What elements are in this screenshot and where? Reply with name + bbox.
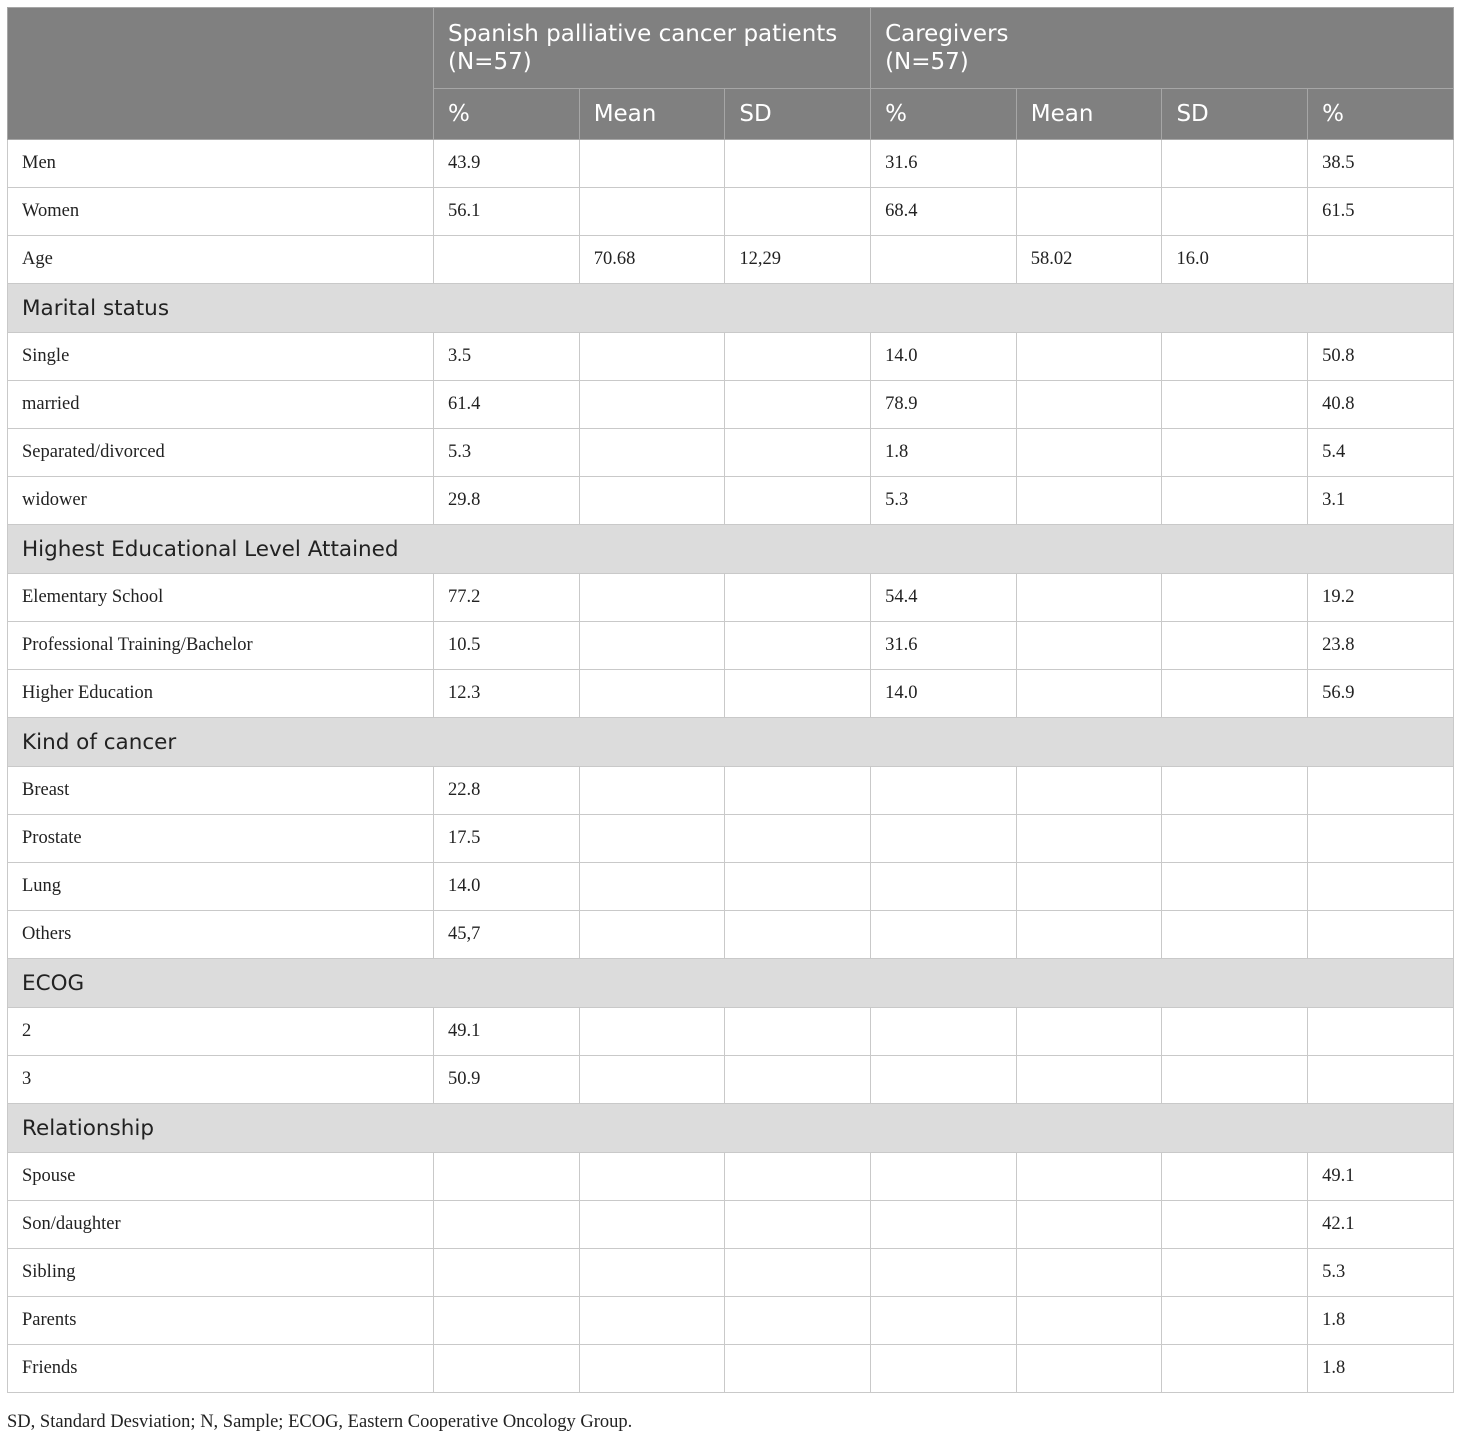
table-cell	[1016, 1201, 1162, 1249]
row-label: Prostate	[8, 815, 434, 863]
subheader-cell: SD	[725, 89, 871, 140]
table-cell	[725, 622, 871, 670]
table-cell	[1016, 622, 1162, 670]
table-cell	[725, 1008, 871, 1056]
section-label: Kind of cancer	[8, 718, 1454, 767]
table-cell	[1162, 1056, 1308, 1104]
table-body	[8, 140, 1454, 1393]
table-cell: 40.8	[1308, 381, 1454, 429]
table-cell: 5.4	[1308, 429, 1454, 477]
table-cell: 58.02	[1016, 236, 1162, 284]
table-cell: 77.2	[434, 574, 580, 622]
table-cell: 54.4	[871, 574, 1017, 622]
table-cell	[1162, 911, 1308, 959]
table-cell	[1308, 911, 1454, 959]
table-cell	[1162, 477, 1308, 525]
row-label: Elementary School	[8, 574, 434, 622]
table-cell: 56.1	[434, 188, 580, 236]
subheader-cell: %	[1308, 89, 1454, 140]
section-label: Highest Educational Level Attained	[8, 525, 1454, 574]
row-label: Others	[8, 911, 434, 959]
table-cell	[871, 236, 1017, 284]
table-cell: 5.3	[434, 429, 580, 477]
table-row	[8, 574, 1454, 622]
table-cell	[725, 863, 871, 911]
table-cell	[1162, 1201, 1308, 1249]
table-cell	[725, 1056, 871, 1104]
table-row	[8, 429, 1454, 477]
table-cell: 68.4	[871, 188, 1017, 236]
table-cell: 70.68	[579, 236, 725, 284]
table-row	[8, 1056, 1454, 1104]
row-label: Sibling	[8, 1249, 434, 1297]
table-cell: 22.8	[434, 767, 580, 815]
row-label: Men	[8, 140, 434, 188]
row-label: Women	[8, 188, 434, 236]
table-cell	[1162, 1008, 1308, 1056]
table-cell: 49.1	[434, 1008, 580, 1056]
table-cell	[1016, 1345, 1162, 1393]
table-cell: 3.5	[434, 333, 580, 381]
table-cell	[1162, 188, 1308, 236]
table-cell	[871, 1249, 1017, 1297]
table-cell: 31.6	[871, 622, 1017, 670]
table-cell	[1162, 670, 1308, 718]
table-cell: 14.0	[871, 333, 1017, 381]
table-cell: 14.0	[871, 670, 1017, 718]
table-cell: 31.6	[871, 140, 1017, 188]
table-cell	[1162, 1345, 1308, 1393]
section-row	[8, 1104, 1454, 1153]
table-cell	[1016, 1056, 1162, 1104]
table-cell: 19.2	[1308, 574, 1454, 622]
table-cell	[579, 767, 725, 815]
table-cell	[1308, 1056, 1454, 1104]
table-cell: 43.9	[434, 140, 580, 188]
table-cell	[725, 140, 871, 188]
table-cell	[725, 670, 871, 718]
table-cell	[725, 767, 871, 815]
table-row	[8, 1153, 1454, 1201]
table-row	[8, 815, 1454, 863]
table-cell: 49.1	[1308, 1153, 1454, 1201]
table-cell	[725, 1345, 871, 1393]
table-row	[8, 622, 1454, 670]
table-row	[8, 381, 1454, 429]
subheader-cell: Mean	[1016, 89, 1162, 140]
table-cell: 50.8	[1308, 333, 1454, 381]
table-cell: 1.8	[871, 429, 1017, 477]
table-cell	[1016, 1249, 1162, 1297]
table-cell: 23.8	[1308, 622, 1454, 670]
table-cell: 17.5	[434, 815, 580, 863]
table-cell: 3.1	[1308, 477, 1454, 525]
row-label: 2	[8, 1008, 434, 1056]
table-cell	[1016, 188, 1162, 236]
group-header-empty	[8, 8, 434, 140]
table-cell: 1.8	[1308, 1345, 1454, 1393]
table-cell	[1162, 333, 1308, 381]
table-cell: 78.9	[871, 381, 1017, 429]
table-cell	[1162, 140, 1308, 188]
table-cell	[1308, 815, 1454, 863]
table-cell	[1308, 767, 1454, 815]
table-cell	[579, 1008, 725, 1056]
table-cell	[1308, 863, 1454, 911]
table-cell: 56.9	[1308, 670, 1454, 718]
table-cell	[871, 1008, 1017, 1056]
demographics-table	[7, 7, 1454, 1393]
table-cell	[579, 140, 725, 188]
table-cell	[871, 1201, 1017, 1249]
section-row	[8, 718, 1454, 767]
table-row	[8, 863, 1454, 911]
table-cell	[579, 381, 725, 429]
table-cell	[579, 1153, 725, 1201]
table-cell: 45,7	[434, 911, 580, 959]
table-cell	[1016, 815, 1162, 863]
section-label: Marital status	[8, 284, 1454, 333]
table-cell: 38.5	[1308, 140, 1454, 188]
table-cell	[579, 333, 725, 381]
table-cell: 14.0	[434, 863, 580, 911]
row-label: married	[8, 381, 434, 429]
table-container	[7, 7, 1453, 1393]
table-cell	[1162, 574, 1308, 622]
row-label: Son/daughter	[8, 1201, 434, 1249]
table-cell	[434, 1297, 580, 1345]
row-label: Friends	[8, 1345, 434, 1393]
table-cell	[725, 333, 871, 381]
table-cell	[579, 1345, 725, 1393]
row-label: Lung	[8, 863, 434, 911]
subheader-cell: %	[871, 89, 1017, 140]
section-label: ECOG	[8, 959, 1454, 1008]
row-label: 3	[8, 1056, 434, 1104]
table-cell: 29.8	[434, 477, 580, 525]
footnote: SD, Standard Desviation; N, Sample; ECOG, Eastern Cooperative Oncology Group.	[7, 1412, 633, 1432]
table-cell	[1016, 767, 1162, 815]
table-row	[8, 188, 1454, 236]
table-row	[8, 477, 1454, 525]
table-row	[8, 1297, 1454, 1345]
table-cell	[1016, 477, 1162, 525]
subheader-cell: %	[434, 89, 580, 140]
table-cell	[434, 236, 580, 284]
table-cell	[1016, 574, 1162, 622]
table-cell	[725, 1297, 871, 1345]
table-cell	[725, 911, 871, 959]
table-cell	[579, 574, 725, 622]
table-cell	[579, 1201, 725, 1249]
subheader-cell: SD	[1162, 89, 1308, 140]
group-header-caregivers: Caregivers (N=57)	[871, 8, 1454, 89]
section-row	[8, 525, 1454, 574]
table-row	[8, 333, 1454, 381]
table-cell	[434, 1249, 580, 1297]
table-cell	[579, 622, 725, 670]
table-cell: 42.1	[1308, 1201, 1454, 1249]
row-label: Age	[8, 236, 434, 284]
table-cell	[1162, 1153, 1308, 1201]
row-label: Breast	[8, 767, 434, 815]
table-row	[8, 236, 1454, 284]
table-cell	[871, 767, 1017, 815]
table-cell	[434, 1201, 580, 1249]
table-cell	[1016, 381, 1162, 429]
table-cell	[1016, 333, 1162, 381]
table-cell	[1308, 236, 1454, 284]
table-cell	[871, 1153, 1017, 1201]
table-cell	[434, 1345, 580, 1393]
table-cell	[725, 1249, 871, 1297]
table-cell	[579, 911, 725, 959]
table-row	[8, 1249, 1454, 1297]
table-cell	[1162, 1297, 1308, 1345]
row-label: Single	[8, 333, 434, 381]
table-cell	[871, 1297, 1017, 1345]
row-label: Parents	[8, 1297, 434, 1345]
table-cell	[1162, 767, 1308, 815]
table-cell	[579, 815, 725, 863]
table-cell: 12.3	[434, 670, 580, 718]
table-cell	[579, 477, 725, 525]
table-cell	[1162, 381, 1308, 429]
section-row	[8, 284, 1454, 333]
table-cell	[579, 188, 725, 236]
table-cell	[1016, 1153, 1162, 1201]
table-cell	[725, 381, 871, 429]
table-cell	[871, 1345, 1017, 1393]
subheader-cell: Mean	[579, 89, 725, 140]
table-row	[8, 767, 1454, 815]
row-label: Separated/divorced	[8, 429, 434, 477]
table-cell: 5.3	[871, 477, 1017, 525]
table-cell	[725, 815, 871, 863]
row-label: Professional Training/Bachelor	[8, 622, 434, 670]
table-row	[8, 1345, 1454, 1393]
table-cell	[1162, 622, 1308, 670]
table-cell	[1162, 429, 1308, 477]
table-cell	[1162, 863, 1308, 911]
section-label: Relationship	[8, 1104, 1454, 1153]
table-cell: 10.5	[434, 622, 580, 670]
row-label: Higher Education	[8, 670, 434, 718]
table-cell	[725, 1201, 871, 1249]
row-label: widower	[8, 477, 434, 525]
table-cell	[1162, 1249, 1308, 1297]
table-cell	[871, 1056, 1017, 1104]
table-cell	[1016, 863, 1162, 911]
table-row	[8, 911, 1454, 959]
table-cell	[1016, 429, 1162, 477]
table-cell	[871, 863, 1017, 911]
table-cell	[579, 429, 725, 477]
table-cell	[871, 911, 1017, 959]
table-cell: 61.5	[1308, 188, 1454, 236]
table-cell: 61.4	[434, 381, 580, 429]
table-cell	[1016, 911, 1162, 959]
table-cell: 12,29	[725, 236, 871, 284]
table-cell	[579, 1056, 725, 1104]
table-cell	[579, 1249, 725, 1297]
table-row	[8, 1201, 1454, 1249]
table-cell	[1016, 1297, 1162, 1345]
group-header-patients: Spanish palliative cancer patients (N=57)	[434, 8, 871, 89]
table-cell	[1308, 1008, 1454, 1056]
table-cell	[434, 1153, 580, 1201]
table-cell	[725, 477, 871, 525]
row-label: Spouse	[8, 1153, 434, 1201]
section-row	[8, 959, 1454, 1008]
table-cell	[871, 815, 1017, 863]
table-cell	[579, 670, 725, 718]
table-row	[8, 1008, 1454, 1056]
table-cell	[725, 429, 871, 477]
group-header-row	[8, 8, 1454, 89]
table-cell: 50.9	[434, 1056, 580, 1104]
table-cell	[725, 188, 871, 236]
table-cell	[725, 574, 871, 622]
table-row	[8, 670, 1454, 718]
table-cell	[1016, 670, 1162, 718]
table-cell	[1016, 140, 1162, 188]
table-cell	[579, 1297, 725, 1345]
table-cell	[1016, 1008, 1162, 1056]
table-cell	[725, 1153, 871, 1201]
table-cell	[579, 863, 725, 911]
table-cell: 16.0	[1162, 236, 1308, 284]
table-cell: 5.3	[1308, 1249, 1454, 1297]
table-cell	[1162, 815, 1308, 863]
table-row	[8, 140, 1454, 188]
table-cell: 1.8	[1308, 1297, 1454, 1345]
